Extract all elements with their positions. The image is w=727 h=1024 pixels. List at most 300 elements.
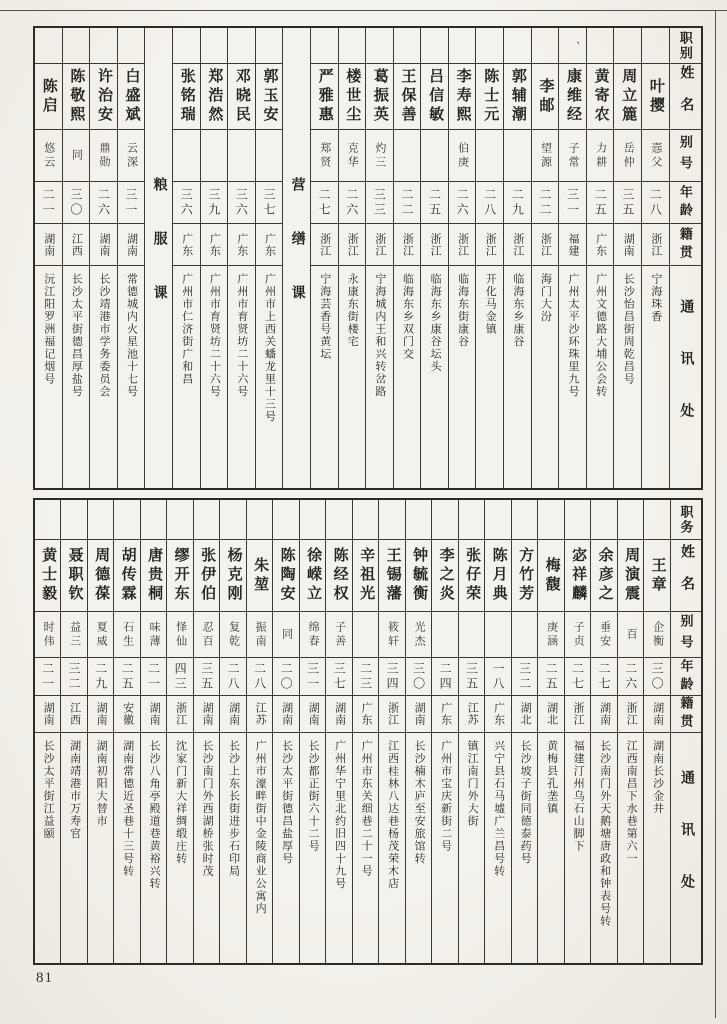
cell-address	[88, 733, 114, 963]
cell-alias	[256, 130, 283, 182]
cell-role	[538, 500, 564, 540]
cell-native-text: 湖南	[307, 702, 320, 726]
cell-native	[173, 224, 200, 266]
cell-native	[61, 696, 87, 733]
header-address	[671, 733, 701, 963]
cell-role	[432, 500, 458, 540]
header-name	[671, 540, 701, 612]
cell-native-text: 广东	[360, 702, 373, 726]
cell-age-text: 二八	[482, 187, 497, 218]
cell-name	[247, 540, 273, 612]
cell-name	[173, 64, 200, 130]
cell-address	[379, 733, 405, 963]
cell-native-text: 湖南	[42, 702, 55, 726]
cell-age	[485, 658, 511, 696]
cell-name-text: 邓晓民	[233, 68, 250, 125]
cell-native	[512, 696, 538, 733]
cell-address-text: 长沙南门外天鹅塘唐政和钟表号转	[598, 740, 611, 928]
cell-name	[512, 540, 538, 612]
cell-age-text: 二四	[438, 661, 453, 692]
cell-native	[532, 224, 559, 266]
cell-alias-text: 云深	[125, 141, 138, 170]
cell-native	[326, 696, 352, 733]
cell-address	[512, 733, 538, 963]
cell-address	[35, 733, 61, 963]
cell-age-text: 三六	[179, 187, 194, 218]
cell-age-text: 二七	[570, 661, 585, 692]
cell-alias	[366, 130, 393, 182]
cell-address-text: 广州市宝庆新街二号	[439, 740, 452, 853]
cell-address-text: 长沙八角亭殿道巷黄裕兴转	[148, 740, 161, 890]
cell-name-text: 陈月典	[490, 547, 507, 604]
cell-address-text: 永康东街楼宅	[346, 273, 359, 348]
cell-alias	[35, 612, 61, 658]
cell-native-text: 湖南	[148, 702, 161, 726]
cell-native-text: 湖南	[413, 702, 426, 726]
cell-age-text: 二六	[344, 187, 359, 218]
cell-alias	[432, 612, 458, 658]
cell-age	[406, 658, 432, 696]
cell-address	[228, 266, 255, 488]
cell-role	[228, 28, 255, 64]
cell-age-text: 三〇	[411, 661, 426, 692]
cell-alias-text: 时伟	[42, 620, 55, 649]
cell-age-text: 三二	[517, 661, 532, 692]
cell-alias-text: 灼三	[373, 141, 386, 170]
cell-alias	[512, 612, 538, 658]
header-alias-text: 别号	[678, 613, 694, 656]
cell-age	[512, 658, 538, 696]
cell-role	[141, 500, 167, 540]
cell-age-text: 三九	[206, 187, 221, 218]
cell-alias	[504, 130, 531, 182]
cell-address-text: 湖南初阳大替市	[95, 740, 108, 828]
cell-address	[614, 266, 641, 488]
cell-name	[379, 540, 405, 612]
person-column	[378, 500, 405, 963]
cell-native	[614, 224, 641, 266]
cell-native-text: 广东	[235, 232, 248, 257]
cell-age	[587, 182, 614, 224]
cell-address	[559, 266, 586, 488]
cell-address	[485, 733, 511, 963]
header-alias-text: 别号	[677, 134, 693, 177]
cell-age-text: 三四	[385, 661, 400, 692]
cell-native-text: 广东	[439, 702, 452, 726]
page-frame-top-line	[0, 10, 727, 11]
cell-name-text: 缪开东	[172, 547, 189, 604]
cell-alias-text: 夏威	[95, 620, 108, 649]
person-column	[484, 500, 511, 963]
person-column	[643, 500, 670, 963]
cell-address-text: 长沙太平街江益颐	[42, 740, 55, 840]
cell-alias-text: 百	[625, 627, 638, 642]
cell-native	[644, 696, 670, 733]
cell-native-text: 广东	[180, 232, 193, 257]
cell-age-text: 三五	[620, 187, 635, 218]
cell-age	[379, 658, 405, 696]
cell-alias-text: 企衡	[651, 620, 664, 649]
person-column	[475, 28, 503, 488]
person-column	[531, 28, 559, 488]
cell-native	[618, 696, 644, 733]
cell-alias	[459, 612, 485, 658]
cell-native	[90, 224, 117, 266]
cell-alias	[532, 130, 559, 182]
cell-name	[273, 540, 299, 612]
cell-role	[565, 500, 591, 540]
cell-role	[273, 500, 299, 540]
cell-native	[353, 696, 379, 733]
person-column	[405, 500, 432, 963]
cell-name	[141, 540, 167, 612]
header-column	[669, 28, 701, 488]
cell-name-text: 张仔荣	[464, 547, 481, 604]
cell-address	[591, 733, 617, 963]
cell-address	[339, 266, 366, 488]
cell-address-text: 长沙楠木庐至安旅馆转	[413, 740, 426, 865]
cell-name	[114, 540, 140, 612]
cell-address-text: 湖南常德近圣巷十三号转	[121, 740, 134, 878]
person-column	[60, 500, 87, 963]
cell-native-text: 湖北	[519, 702, 532, 726]
cell-age-text: 二七	[597, 661, 612, 692]
cell-age	[353, 658, 379, 696]
cell-age	[201, 182, 228, 224]
cell-alias	[247, 612, 273, 658]
cell-native-text: 湖南	[280, 702, 293, 726]
cell-age	[167, 658, 193, 696]
cell-role	[167, 500, 193, 540]
cell-address	[565, 733, 591, 963]
cell-age	[366, 182, 393, 224]
cell-alias	[194, 612, 220, 658]
cell-native	[565, 696, 591, 733]
cell-name	[366, 64, 393, 130]
page-number: 81	[36, 970, 53, 986]
cell-native-text: 广东	[208, 232, 221, 257]
cell-native	[449, 224, 476, 266]
cell-name-text: 陈敬熙	[68, 68, 85, 125]
cell-age	[118, 182, 145, 224]
cell-alias-text: 郑贤	[318, 141, 331, 170]
cell-address-text: 广州市仁济街广和昌	[180, 273, 193, 386]
cell-name	[353, 540, 379, 612]
cell-alias-text: 绵春	[307, 620, 320, 649]
cell-alias-text: 益三	[68, 620, 81, 649]
cell-native-text: 浙江	[429, 232, 442, 257]
cell-name	[449, 64, 476, 130]
cell-name	[538, 540, 564, 612]
cell-name	[256, 64, 283, 130]
cell-age-text: 二八	[226, 661, 241, 692]
person-column	[511, 500, 538, 963]
cell-age-text: 三五	[464, 661, 479, 692]
cell-address	[90, 266, 117, 488]
cell-native-text: 浙江	[174, 702, 187, 726]
cell-address-text: 沈家门新大祥绸缎庄转	[174, 740, 187, 865]
cell-native	[141, 696, 167, 733]
cell-alias-text: 怿仙	[174, 620, 187, 649]
cell-address	[167, 733, 193, 963]
section-label	[283, 28, 310, 488]
person-column	[590, 500, 617, 963]
cell-role	[485, 500, 511, 540]
cell-address	[61, 733, 87, 963]
cell-name-text: 许治安	[95, 68, 112, 125]
person-column	[431, 500, 458, 963]
cell-address-text: 广州市东关细巷二十一号	[360, 740, 373, 878]
cell-alias-text: 子善	[333, 620, 346, 649]
person-column	[246, 500, 273, 963]
cell-address-text: 兴宁县石马墟广兰昌号转	[492, 740, 505, 878]
cell-name-text: 李寿熙	[454, 68, 471, 125]
cell-name	[614, 64, 641, 130]
cell-age	[88, 658, 114, 696]
cell-alias	[118, 130, 145, 182]
cell-name-text: 吕信敏	[427, 68, 444, 125]
cell-age	[339, 182, 366, 224]
cell-name	[35, 64, 62, 130]
cell-name	[326, 540, 352, 612]
cell-address	[366, 266, 393, 488]
cell-native-text: 浙江	[511, 232, 524, 257]
person-column	[586, 28, 614, 488]
cell-alias	[379, 612, 405, 658]
cell-address	[449, 266, 476, 488]
cell-native-text: 湖南	[333, 702, 346, 726]
cell-age-text: 四三	[173, 661, 188, 692]
cell-native	[220, 696, 246, 733]
header-column	[670, 500, 701, 963]
person-column	[172, 28, 200, 488]
cell-native-text: 湖南	[201, 702, 214, 726]
cell-age	[538, 658, 564, 696]
cell-alias	[591, 612, 617, 658]
cell-alias	[326, 612, 352, 658]
person-column	[613, 28, 641, 488]
cell-name-text: 朱堃	[252, 556, 269, 595]
cell-alias-text: 光杰	[413, 620, 426, 649]
person-column	[227, 28, 255, 488]
cell-role	[339, 28, 366, 64]
cell-alias-text: 悠云	[42, 141, 55, 170]
cell-name-text: 白盛斌	[123, 68, 140, 125]
cell-address	[118, 266, 145, 488]
cell-address-text: 长沙坡子街同德泰药号	[519, 740, 532, 865]
cell-name-text: 陈陶安	[278, 547, 295, 604]
cell-role	[173, 28, 200, 64]
cell-native-text: 广东	[492, 702, 505, 726]
cell-role	[201, 28, 228, 64]
cell-native-text: 湖北	[545, 702, 558, 726]
header-address	[670, 266, 701, 488]
cell-address	[538, 733, 564, 963]
cell-alias-text: 味薄	[148, 620, 161, 649]
cell-role	[449, 28, 476, 64]
cell-age	[459, 658, 485, 696]
cell-address	[587, 266, 614, 488]
cell-role	[35, 500, 61, 540]
cell-age-text: 三〇	[650, 661, 665, 692]
person-column	[365, 28, 393, 488]
person-column	[537, 500, 564, 963]
cell-age	[90, 182, 117, 224]
cell-address-text: 临海东乡双门交	[401, 273, 414, 361]
cell-name-text: 聂职钦	[66, 547, 83, 604]
section-label	[145, 28, 172, 488]
cell-native-text: 湖南	[97, 232, 110, 257]
header-role	[671, 500, 701, 540]
cell-alias	[63, 130, 90, 182]
cell-native-text: 浙江	[401, 232, 414, 257]
cell-name-text: 胡传霖	[119, 547, 136, 604]
cell-age-text: 三二	[67, 661, 82, 692]
cell-native-text: 湖南	[598, 702, 611, 726]
cell-native	[504, 224, 531, 266]
cell-alias-text: 力耕	[594, 141, 607, 170]
cell-name	[90, 64, 117, 130]
cell-name-text: 王锡藩	[384, 547, 401, 604]
cell-age	[247, 658, 273, 696]
cell-native	[421, 224, 448, 266]
cell-native	[201, 224, 228, 266]
cell-name	[118, 64, 145, 130]
cell-native-text: 安徽	[121, 702, 134, 726]
cell-alias-text: 克华	[346, 141, 359, 170]
cell-age-text: 二五	[593, 187, 608, 218]
cell-age	[114, 658, 140, 696]
cell-role	[421, 28, 448, 64]
cell-role	[256, 28, 283, 64]
cell-name	[406, 540, 432, 612]
cell-address-text: 临海东乡康谷坛头	[429, 273, 442, 373]
section-label-text: 营缮课	[289, 177, 305, 339]
cell-name	[644, 540, 670, 612]
cell-address	[432, 733, 458, 963]
cell-role	[532, 28, 559, 64]
cell-native	[273, 696, 299, 733]
cell-alias-text: 同	[280, 627, 293, 642]
cell-address	[618, 733, 644, 963]
cell-address	[114, 733, 140, 963]
cell-role-text: 、	[567, 40, 579, 51]
person-column	[255, 28, 283, 488]
cell-name-text: 康维经	[565, 68, 582, 125]
cell-address	[194, 733, 220, 963]
cell-address-text: 镇江南门外大街	[466, 740, 479, 828]
cell-role	[63, 28, 90, 64]
cell-age-text: 三一	[305, 661, 320, 692]
cell-age-text: 二〇	[279, 661, 294, 692]
cell-name-text: 王保善	[399, 68, 416, 125]
person-column	[310, 28, 338, 488]
cell-age-text: 二二	[399, 187, 414, 218]
cell-role	[88, 500, 114, 540]
header-age-text: 年龄	[678, 658, 694, 695]
cell-address-text: 福建汀州乌石山脚下	[572, 740, 585, 853]
section-column	[282, 28, 310, 488]
section-column	[144, 28, 172, 488]
cell-native-text: 浙江	[318, 232, 331, 257]
cell-name	[63, 64, 90, 130]
cell-native	[591, 696, 617, 733]
cell-address-text: 长沙靖港市学务委员会	[97, 273, 110, 398]
cell-age-text: 三五	[199, 661, 214, 692]
cell-name-text: 宓祥麟	[570, 547, 587, 604]
cell-address-text: 长沙怡昌街周乾昌号	[622, 273, 635, 386]
cell-age-text: 二二	[537, 187, 552, 218]
cell-alias	[61, 612, 87, 658]
cell-native	[247, 696, 273, 733]
cell-alias	[406, 612, 432, 658]
cell-alias	[565, 612, 591, 658]
cell-name	[642, 64, 669, 130]
header-alias	[671, 612, 701, 658]
cell-age	[256, 182, 283, 224]
cell-name-text: 葛振英	[371, 68, 388, 125]
cell-name-text: 辛祖光	[358, 547, 375, 604]
cell-name-text: 陈经权	[331, 547, 348, 604]
cell-native	[538, 696, 564, 733]
cell-alias	[485, 612, 511, 658]
cell-role	[591, 500, 617, 540]
person-column	[617, 500, 644, 963]
cell-alias-text: 石生	[121, 620, 134, 649]
cell-address-text: 宁海珠香	[649, 273, 662, 323]
cell-name	[618, 540, 644, 612]
cell-native	[339, 224, 366, 266]
section-label-text: 粮服课	[151, 177, 167, 339]
cell-age-text: 三七	[332, 661, 347, 692]
person-column	[35, 28, 62, 488]
cell-native	[394, 224, 421, 266]
cell-native-text: 浙江	[572, 702, 585, 726]
cell-name	[565, 540, 591, 612]
person-column	[558, 28, 586, 488]
cell-address-text: 常德城内火星池十七号	[125, 273, 138, 398]
cell-age	[421, 182, 448, 224]
cell-address-text: 广州华宁里北约旧四十九号	[333, 740, 346, 890]
cell-name-text: 方竹芳	[517, 547, 534, 604]
cell-address-text: 宁海芸香号黄坛	[318, 273, 331, 361]
person-column	[458, 500, 485, 963]
cell-age	[394, 182, 421, 224]
cell-address	[247, 733, 273, 963]
person-column	[393, 28, 421, 488]
cell-name-text: 陈士元	[482, 68, 499, 125]
cell-address	[311, 266, 338, 488]
cell-native	[379, 696, 405, 733]
cell-role	[326, 500, 352, 540]
cell-native-text: 福建	[567, 232, 580, 257]
cell-alias	[90, 130, 117, 182]
cell-age-text: 二五	[544, 661, 559, 692]
cell-name	[300, 540, 326, 612]
cell-native-text: 江苏	[466, 702, 479, 726]
cell-native-text: 浙江	[346, 232, 359, 257]
cell-alias-text: 鼎勋	[97, 141, 110, 170]
cell-native	[485, 696, 511, 733]
cell-age	[141, 658, 167, 696]
cell-role	[353, 500, 379, 540]
header-age-text: 年龄	[677, 184, 693, 221]
cell-native-text: 浙江	[484, 232, 497, 257]
cell-role	[642, 28, 669, 64]
cell-native	[559, 224, 586, 266]
cell-address-text: 宁海城内王和兴转岔路	[373, 273, 386, 398]
cell-alias	[538, 612, 564, 658]
